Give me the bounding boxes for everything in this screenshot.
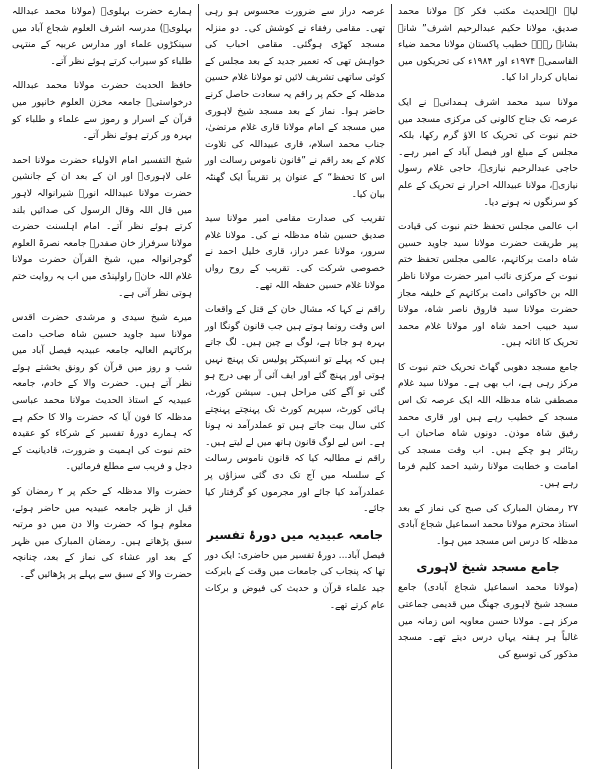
paragraph: تقریب کی صدارت مقامی امیر مولانا سید صدیق حسین شاہ مدظلہ نے کی۔ مولانا غلام سرور، مولانا عمر دراز، قاری خلیل احمد نے خصوصی شرکت کی۔ تقریب کے روح رواں مولانا غلام حسین حفظہ اللہ تھے۔ (205, 213, 385, 291)
paragraph: شیخ التفسیر امام الاولیاء حضرت مولانا احمد علی لاہوریؒ اور ان کے بعد ان کے جانشین حضرت مولانا عبیداللہ انورؒ شیرانوالہ لاہور میں قال اللہ وقال الرسول کی صدائیں بلند کرتے ہوئے نظر آتے۔ امام اہلسنت حضرت مولانا سرفراز خان صفدرؒ جامعہ نصرۃ العلوم گوجرانوالہ میں، شیخ القرآن حضرت مولانا غلام اللہ خانؒ راولپنڈی میں اب یہ روایت ختم ہوتی نظر آتی ہے۔ (12, 154, 192, 299)
paragraph: فیصل آباد... دورۂ تفسیر میں حاضری: ایک دور تھا کہ پنجاب کی جامعات میں وقت کے بابرکت جید علماء قرآن و حدیث کی فیوض و برکات عام کرتے تھے۔ (205, 549, 385, 611)
section-heading: جامعہ عبیدیہ میں دورۂ تفسیر (207, 527, 383, 542)
paragraph: لیا۔ اہلحدیث مکتب فکر کے مولانا محمد صدیق، مولانا حکیم عبدالرحیم اشرف” شانہ بشانہ رہے۔ خطیب پاکستان مولانا محمد ضیاء القاسمیؒ ۱۹۷۴ء اور ۱۹۸۴ء کی تحریکوں میں نمایاں کردار ادا کیا۔ (398, 6, 578, 84)
paragraph: ہمارے حضرت بہلویؒ (مولانا محمد عبداللہ بہلویؒ) مدرسہ اشرف العلوم شجاع آباد میں سینکڑوں علماء اور مدارس عربیہ کے منتہی طلباء کو سیراب کرتے ہوئے نظر آتے۔ (12, 6, 192, 67)
section-heading: جامع مسجد شیخ لاہوری (416, 560, 560, 575)
paragraph: (مولانا محمد اسماعیل شجاع آبادی) جامع مسجد شیخ لاہوری جھنگ میں قدیمی جماعتی مرکز ہے۔ مولانا حسن معاویہ اس زمانہ میں غالباً ہر ہفتہ یہاں درس دیتے تھے۔ مسجد مذکور کی توسیع کی (398, 582, 578, 660)
paragraph: ۲۷ رمضان المبارک کی صبح کی نماز کے بعد استاذ محترم مولانا محمد اسماعیل شجاع آبادی مدظلہ کا درس اس مسجد میں ہوا۔ (398, 502, 578, 547)
paragraph: مولانا سید محمد اشرف ہمدانیؒ نے ایک عرصہ تک جناح کالونی کی مرکزی مسجد میں ختم نبوت کی تحریک کا الاؤ گرم رکھا، بلکہ مجلس کے مبلغ اور فیصل آباد کے امیر رہے۔ حاجی عبدالرحیم نیازیؒ، حاجی غلام رسول نیازیؒ، مولانا عبیداللہ احرار نے تحریک کے علم کو سرنگوں نہ ہونے دیا۔ (398, 96, 578, 208)
paragraph: جامع مسجد دھوبی گھاٹ تحریک ختم نبوت کا مرکز رہی ہے، اب بھی ہے۔ مولانا سید غلام مصطفی شاہ مدظلہ اللہ ایک عرصہ تک اس مسجد کے خطیب رہے ہیں اور قاری محمد رفیق شاہ موذن۔ دونوں شاہ صاحبان اب ریٹائر ہو چکے ہیں۔ اب وقت مسجد کی امامت و خطابت مولانا رشید احمد کلیم فرما رہے ہیں۔ (398, 361, 578, 490)
paragraph: عرصہ دراز سے ضرورت محسوس ہو رہی تھی۔ مقامی رفقاء نے کوشش کی۔ دو منزلہ مسجد کھڑی ہوگئی۔ مقامی احباب کی خواہش تھی کہ تعمیر جدید کے بعد مجلس کے کوئی ساتھی تشریف لائیں تو مولانا غلام حسین مدظلہ کے حکم پر راقم یہ سعادت حاصل کرنے حاضر ہوا۔ نماز کے بعد مسجد شیخ لاہوری میں مسجد کے امام مولانا قاری غلام مرتضیٰ، جناب محمد اسلام، قاری عبیداللہ کی تلاوت کلام کے بعد راقم نے ”قانون ناموس رسالت اور اس کا تحفظ“ کے عنوان پر تقریباً ایک گھنٹہ بیان کیا۔ (205, 6, 385, 200)
paragraph: راقم نے کہا کہ مشال خان کے قتل کے واقعات اس وقت رونما ہوتے ہیں جب قانون گونگا اور بہرہ ہو جاتا ہے، لوگ بے چین ہیں۔ لگ جاتے ہیں کہ پہلے تو انسپکٹر پولیس تک پہنچ نہیں ہوتی اور پہنچ گئے اور ایف آئی آر بھی درج ہو گئی تو آگے کئی مراحل ہیں۔ سیشن کورٹ، ہائی کورٹ، سپریم کورٹ تک پہنچتے پہنچتے کئی سال بیت جاتے ہیں تو عملدرآمد نہ ہونا ہے۔ اس لیے لوگ قانون ہاتھ میں لے لیتے ہیں۔ راقم نے مطالبہ کیا کہ قانون ناموس رسالت کے سلسلہ میں آج تک دی گئی سزاؤں پر عملدرآمد کیا جائے اور مجرموں کو گرفتار کیا جائے۔ (205, 304, 385, 515)
column-middle (199, 4, 392, 769)
column-left (6, 4, 199, 769)
paragraph: حافظ الحدیث حضرت مولانا محمد عبداللہ درخواستیؒ جامعہ مخزن العلوم خانپور میں قرآن کے اسرار و رموز سے علماء و طلباء کو بہرہ ور کرتے ہوئے نظر آتے۔ (12, 80, 192, 142)
paragraph: اب عالمی مجلس تحفظ ختم نبوت کی قیادت پیر طریقت حضرت مولانا سید جاوید حسین شاہ دامت برکاتہم، عالمی مجلس تحفظ ختم نبوت کے مرکزی نائب امیر حضرت مولانا ناظر اللہ بن خاکوانی دامت برکاتہم کے خلیفہ مجاز حضرت مولانا سید فاروق ناصر شاہ، مولانا سید خبیب احمد شاہ اور مولانا غلام محمد تحریک کا اثاثہ ہیں۔ (398, 221, 578, 349)
paragraph: میرے شیخ سیدی و مرشدی حضرت اقدس مولانا سید جاوید حسین شاہ صاحب دامت برکاتہم العالیہ جامعہ عبیدیہ فیصل آباد میں شب و روز میں قرآن کو رونق بخشتے ہوئے نظر آتے ہیں۔ حضرت والا کے خادم، جامعہ عبیدیہ کے استاذ الحدیث مولانا محمد عباسی مدظلہ کا فون آیا کہ حضرت والا کا حکم ہے کہ ہمارے دورۂ تفسیر کے شرکاء کو عقیدہ ختم نبوت کی اہمیت و ضرورت، قادیانیت کے دجل و فریب سے مطلع فرمائیں۔ (12, 312, 192, 473)
column-right (392, 4, 584, 769)
paragraph: حضرت والا مدظلہ کے حکم پر ۲ رمضان کو قبل از ظہر جامعہ عبیدیہ میں حاضر ہوئے، معلوم ہوا کہ حضرت والا دن میں دو مرتبہ سبق پڑھاتے ہیں۔ رمضان المبارک میں ظہر کے بعد اور عشاء کی نماز کے بعد، چنانچہ حضرت والا کے سبق سے پہلے پر پڑھائیں گے۔ (12, 486, 192, 580)
